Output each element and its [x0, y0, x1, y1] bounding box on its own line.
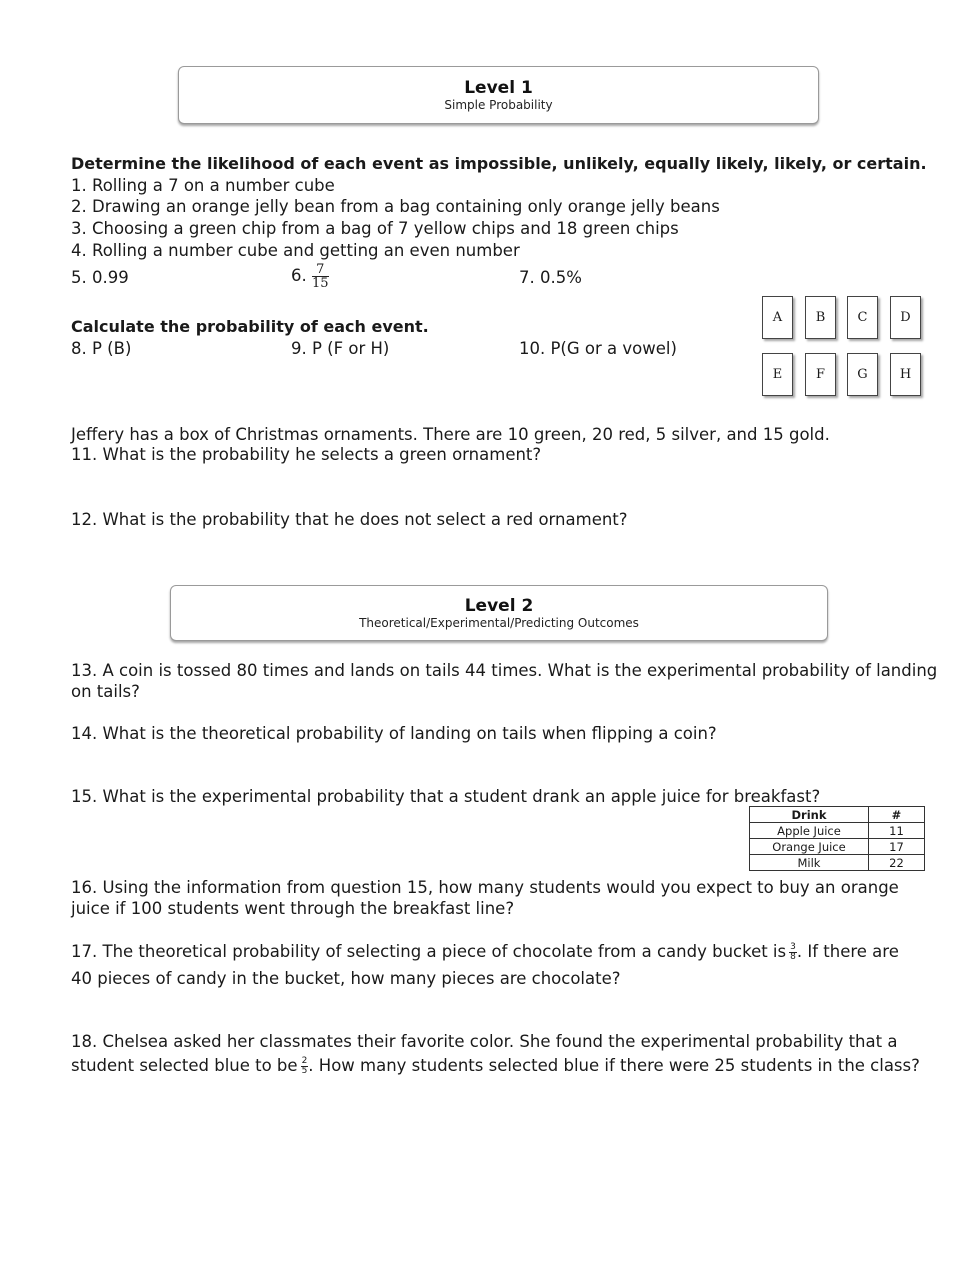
question-4: 4. Rolling a number cube and getting an even number [71, 241, 520, 260]
question-18-cont [71, 1055, 920, 1076]
question-5: 5. 0.99 [71, 268, 129, 287]
letter-card: C [847, 296, 878, 339]
table-row [750, 839, 925, 855]
letter-card: G [847, 353, 878, 396]
table-header-row [750, 807, 925, 823]
section2-instruction: Calculate the probability of each event. [71, 317, 429, 336]
drink-table [749, 806, 925, 871]
fraction-numerator: 3 [790, 942, 796, 952]
question-6-number: 6. [291, 266, 307, 285]
table-header: # [869, 807, 925, 823]
question-8: 8. P (B) [71, 339, 132, 358]
question-18: 18. Chelsea asked her classmates their favorite color. She found the experimental probability that a [71, 1032, 898, 1051]
level1-banner [178, 66, 819, 124]
question-12: 12. What is the probability that he does not select a red ornament? [71, 510, 628, 529]
level1-title: Level 1 [464, 78, 533, 98]
fraction-numerator: 2 [301, 1056, 308, 1066]
question-15: 15. What is the experimental probability that a student drank an apple juice for breakfast? [71, 787, 821, 806]
letter-card: H [890, 353, 921, 396]
question-14: 14. What is the theoretical probability of landing on tails when flipping a coin? [71, 724, 717, 743]
table-cell: 17 [869, 839, 925, 855]
question-13-cont: on tails? [71, 682, 140, 701]
fraction-denominator: 15 [312, 276, 329, 291]
question-17-fraction [789, 943, 797, 962]
question-3: 3. Choosing a green chip from a bag of 7 yellow chips and 18 green chips [71, 219, 679, 238]
section1-instruction: Determine the likelihood of each event as impossible, unlikely, equally likely, likely, or certain. [71, 154, 927, 173]
letter-card: E [762, 353, 793, 396]
table-header: Drink [750, 807, 869, 823]
table-row [750, 823, 925, 839]
letter-card: B [805, 296, 836, 339]
question-18-text: student selected blue to be [71, 1056, 298, 1075]
table-cell: Orange Juice [750, 839, 869, 855]
letter-card: A [762, 296, 793, 339]
question-11: 11. What is the probability he selects a green ornament? [71, 445, 542, 464]
question-17-text: 17. The theoretical probability of selecting a piece of chocolate from a candy bucket is [71, 942, 787, 961]
fraction-denominator: 5 [301, 1066, 308, 1076]
table-cell: 11 [869, 823, 925, 839]
letter-card: D [890, 296, 921, 339]
fraction-numerator: 7 [312, 263, 329, 277]
question-16-cont: juice if 100 students went through the breakfast line? [71, 899, 515, 918]
question-7: 7. 0.5% [519, 268, 582, 287]
question-10: 10. P(G or a vowel) [519, 339, 677, 358]
question-17-cont: 40 pieces of candy in the bucket, how many pieces are chocolate? [71, 969, 621, 988]
level2-subtitle: Theoretical/Experimental/Predicting Outcomes [359, 616, 639, 630]
question-1: 1. Rolling a 7 on a number cube [71, 176, 335, 195]
question-13: 13. A coin is tossed 80 times and lands on tails 44 times. What is the experimental probability of landing [71, 661, 938, 680]
table-cell: Apple Juice [750, 823, 869, 839]
question-16: 16. Using the information from question 15, how many students would you expect to buy an orange [71, 878, 899, 897]
question-2: 2. Drawing an orange jelly bean from a bag containing only orange jelly beans [71, 197, 720, 216]
question-6-fraction [312, 263, 329, 290]
question-17 [71, 941, 899, 962]
table-row [750, 855, 925, 871]
table-cell: Milk [750, 855, 869, 871]
question-9: 9. P (F or H) [291, 339, 390, 358]
level1-subtitle: Simple Probability [444, 98, 553, 112]
level2-banner [170, 585, 828, 641]
letter-card: F [805, 353, 836, 396]
fraction-denominator: 8 [790, 952, 796, 962]
question-18-text-end: . How many students selected blue if there were 25 students in the class? [308, 1056, 920, 1075]
table-cell: 22 [869, 855, 925, 871]
question-6 [291, 263, 329, 290]
question-17-text-end: . If there are [796, 942, 899, 961]
ornament-intro: Jeffery has a box of Christmas ornaments. There are 10 green, 20 red, 5 silver, and 15 gold. [71, 425, 830, 444]
level2-title: Level 2 [464, 596, 534, 616]
